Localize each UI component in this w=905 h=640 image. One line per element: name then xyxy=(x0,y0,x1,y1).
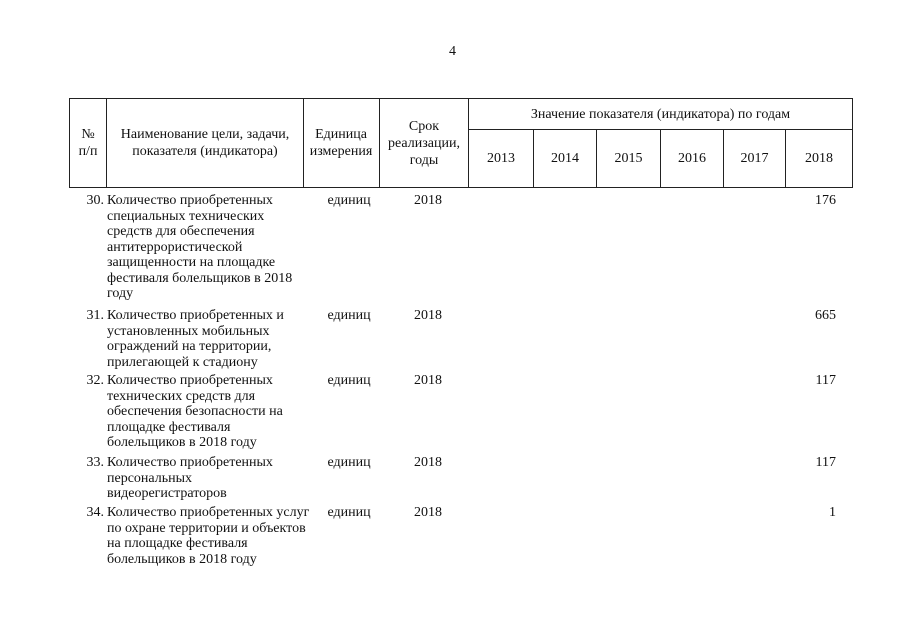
header-no: № п/п xyxy=(78,127,98,159)
row-unit: единиц xyxy=(327,455,371,470)
row-unit: единиц xyxy=(327,373,371,388)
header-name: Наименование цели, задачи, показателя (индикатора) xyxy=(120,127,290,159)
row-value-2018: 117 xyxy=(815,373,836,388)
page-number: 4 xyxy=(449,44,456,59)
row-unit: единиц xyxy=(327,308,371,323)
row-term: 2018 xyxy=(414,308,442,323)
row-name: Количество приобретенных технических средств для обеспечения безопасности на площадке фестиваля болельщиков в 2018 году xyxy=(107,373,283,450)
row-value-2018: 117 xyxy=(815,455,836,470)
row-number: 31. xyxy=(86,308,104,323)
header-term: Срок реализации, годы xyxy=(388,118,460,168)
header-year-2018: 2018 xyxy=(805,151,833,166)
row-term: 2018 xyxy=(414,505,442,520)
row-unit: единиц xyxy=(327,193,371,208)
header-year-2016: 2016 xyxy=(678,151,706,166)
column-divider xyxy=(106,99,107,187)
row-value-2018: 1 xyxy=(829,505,836,520)
row-number: 34. xyxy=(86,505,104,520)
header-unit: Единица измерения xyxy=(309,127,373,159)
row-number: 32. xyxy=(86,373,104,388)
header-year-2017: 2017 xyxy=(740,151,769,166)
header-year-2014: 2014 xyxy=(551,151,579,166)
row-term: 2018 xyxy=(414,455,442,470)
row-value-2018: 176 xyxy=(815,193,836,208)
row-term: 2018 xyxy=(414,373,442,388)
header-year-2013: 2013 xyxy=(487,151,515,166)
table-header xyxy=(69,98,853,188)
row-name: Количество приобретенных специальных технических средств для обеспечения антитеррористической защищенности на площадке фестиваля болельщиков в 2018 году xyxy=(107,193,293,301)
row-name: Количество приобретенных услуг по охране территории и объектов на площадке фестиваля болельщиков в 2018 году xyxy=(107,505,310,567)
row-number: 33. xyxy=(86,455,104,470)
header-values-group: Значение показателя (индикатора) по годам xyxy=(530,106,791,122)
header-year-2015: 2015 xyxy=(614,151,643,166)
row-unit: единиц xyxy=(327,505,371,520)
row-number: 30. xyxy=(86,193,104,208)
row-term: 2018 xyxy=(414,193,442,208)
row-name: Количество приобретенных персональных видеорегистраторов xyxy=(107,455,273,501)
row-value-2018: 665 xyxy=(815,308,836,323)
row-name: Количество приобретенных и установленных мобильных ограждений на территории, прилегающей к стадиону xyxy=(107,308,284,370)
